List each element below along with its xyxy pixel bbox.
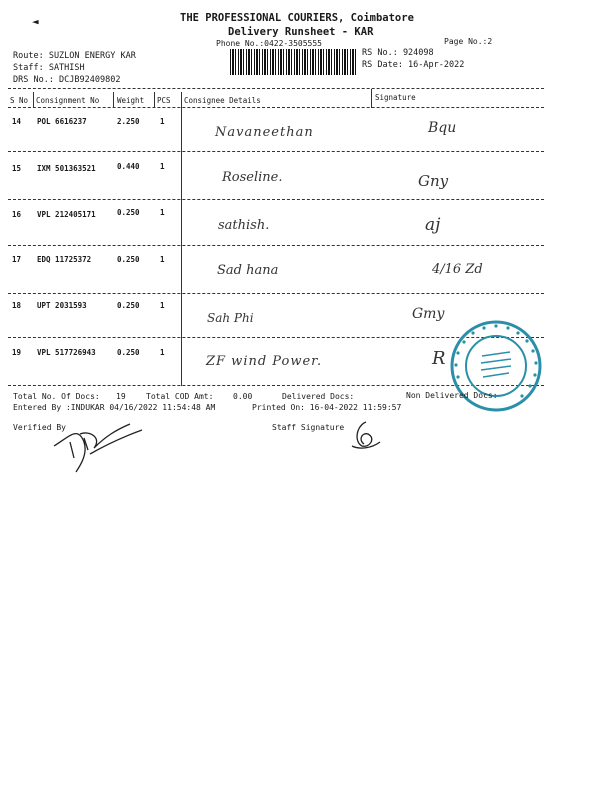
row-consignee-handwritten: sathish. [218, 218, 270, 233]
staff-signature [346, 416, 386, 452]
row-sno: 17 [12, 255, 22, 264]
row-consignee-handwritten: Sah Phi [207, 311, 254, 325]
row-signature-handwritten: Bqu [428, 120, 457, 136]
row-weight: 0.440 [117, 162, 140, 171]
company-name: THE PROFESSIONAL COURIERS, Coimbatore [180, 12, 414, 24]
row-weight: 0.250 [117, 255, 140, 264]
staff: Staff: SATHISH [13, 63, 85, 73]
row-pcs: 1 [160, 348, 165, 357]
row-consignee-handwritten: Roseline. [222, 170, 283, 185]
cod-value: 0.00 [233, 392, 253, 401]
row-rule [8, 151, 544, 152]
row-pcs: 1 [160, 117, 165, 126]
row-sno: 18 [12, 301, 22, 310]
delivered-docs-label: Delivered Docs: [282, 392, 355, 401]
row-signature-handwritten: Gmy [412, 306, 445, 322]
row-signature-handwritten: aj [425, 215, 441, 235]
verified-by-signature [50, 416, 150, 476]
row-pcs: 1 [160, 208, 165, 217]
row-weight: 0.250 [117, 208, 140, 217]
printed-on: Printed On: 16-04-2022 11:59:57 [252, 403, 402, 412]
phone-number: Phone No.:0422-3505555 [216, 39, 322, 48]
row-rule [8, 293, 544, 294]
drs-number: DRS No.: DCJB92409802 [13, 75, 121, 85]
row-consignment: EDQ 11725372 [37, 255, 92, 264]
row-rule [8, 245, 544, 246]
verified-by-label: Verified By [13, 423, 66, 432]
row-weight: 2.250 [117, 117, 140, 126]
row-pcs: 1 [160, 255, 165, 264]
rs-date: RS Date: 16-Apr-2022 [362, 60, 465, 70]
row-consignee-handwritten: Navaneethan [215, 125, 314, 140]
barcode [230, 49, 356, 75]
row-consignment: POL 6616237 [37, 117, 87, 126]
row-weight: 0.250 [117, 301, 140, 310]
row-sno: 14 [12, 117, 22, 126]
col-separator [33, 92, 34, 108]
page-number: Page No.:2 [444, 37, 493, 46]
row-consignment: VPL 517726943 [37, 348, 96, 357]
row-pcs: 1 [160, 162, 165, 171]
row-signature-handwritten: 4/16 Zd [432, 262, 483, 277]
header-bottom-rule [8, 107, 544, 108]
row-consignment: UPT 2031593 [37, 301, 87, 310]
table-top-rule [8, 88, 544, 89]
row-sno: 19 [12, 348, 22, 357]
col-separator [154, 92, 155, 108]
row-sno: 16 [12, 210, 22, 219]
row-signature-handwritten: Gny [418, 172, 449, 190]
row-rule [8, 199, 544, 200]
row-consignment: VPL 212405171 [37, 210, 96, 219]
col-separator [181, 92, 182, 386]
total-docs-value: 19 [116, 392, 126, 401]
row-pcs: 1 [160, 301, 165, 310]
col-header-pcs: PCS [157, 96, 171, 105]
non-delivered-docs-label: Non Delivered Docs: [406, 391, 498, 400]
col-header-weight: Weight [117, 96, 145, 105]
cod-label: Total COD Amt: [146, 392, 214, 401]
col-header-signature: Signature [375, 93, 416, 102]
route: Route: SUZLON ENERGY KAR [13, 51, 136, 61]
staff-signature-label: Staff Signature [272, 423, 345, 432]
col-header-consignment: Consignment No [36, 96, 100, 105]
total-docs-label: Total No. Of Docs: [13, 392, 100, 401]
row-sno: 15 [12, 164, 22, 173]
col-header-consignee: Consignee Details [184, 96, 261, 105]
row-consignment: IXM 501363521 [37, 164, 96, 173]
row-weight: 0.250 [117, 348, 140, 357]
row-consignee-handwritten: Sad hana [217, 263, 279, 278]
document-title: Delivery Runsheet - KAR [228, 26, 374, 38]
col-separator [371, 89, 372, 108]
corner-mark-icon: ◄ [32, 15, 39, 28]
row-consignee-handwritten: ZF wind Power. [206, 354, 323, 369]
col-header-sno: S No [10, 96, 29, 105]
rs-number: RS No.: 924098 [362, 48, 434, 58]
row-signature-handwritten: R [432, 348, 446, 369]
entered-by: Entered By :INDUKAR 04/16/2022 11:54:48 AM [13, 403, 216, 412]
col-separator [113, 92, 114, 108]
